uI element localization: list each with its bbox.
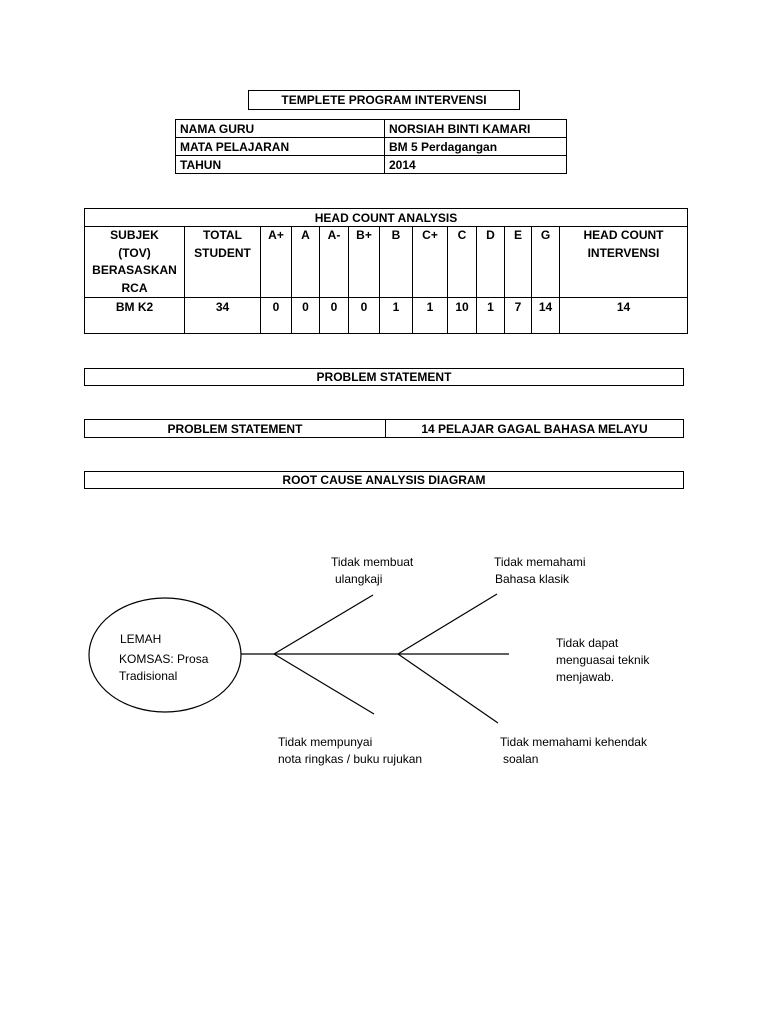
col-header-grade: B — [380, 227, 413, 298]
cause-mid-right-line: menjawab. — [556, 670, 615, 684]
col-header-line: (TOV) — [118, 245, 151, 260]
cause-bottom-left-line: Tidak mempunyai — [278, 735, 373, 749]
cause-bottom-right-line: soalan — [503, 752, 539, 766]
bone-bottom-left — [274, 654, 374, 714]
info-row-year — [176, 156, 567, 174]
col-header-grade: D — [477, 227, 505, 298]
cell-grade: 1 — [413, 298, 448, 334]
cause-top-left-line: Tidak membuat — [331, 555, 414, 569]
bone-top-left — [274, 595, 373, 654]
col-header-line: INTERVENSI — [587, 245, 660, 260]
problem-statement-row — [84, 419, 684, 438]
problem-statement-label: PROBLEM STATEMENT — [85, 420, 386, 437]
cell-grade: 7 — [505, 298, 532, 334]
col-header-line: RCA — [121, 280, 148, 295]
col-header-grade: A — [292, 227, 320, 298]
cell-grade: 0 — [261, 298, 292, 334]
cell-total: 34 — [185, 298, 261, 334]
cause-top-right-line: Tidak memahami — [494, 555, 586, 569]
col-header-line: SUBJEK — [110, 228, 159, 242]
head-count-table — [84, 208, 688, 334]
cause-bottom-right-line: Tidak memahami kehendak — [500, 735, 647, 749]
info-label: TAHUN — [176, 156, 385, 174]
col-header-line: STUDENT — [194, 245, 251, 260]
problem-statement-banner: PROBLEM STATEMENT — [84, 368, 684, 386]
cause-bottom-left-line: nota ringkas / buku rujukan — [278, 752, 423, 766]
info-value: 2014 — [385, 156, 567, 174]
info-label: MATA PELAJARAN — [176, 138, 385, 156]
cell-grade: 14 — [532, 298, 560, 334]
problem-statement-value: 14 PELAJAR GAGAL BAHASA MELAYU — [421, 421, 648, 436]
cell-grade: 10 — [448, 298, 477, 334]
cell-grade: 0 — [320, 298, 349, 334]
col-header-grade: C+ — [413, 227, 448, 298]
table-row — [85, 298, 688, 334]
rca-banner: ROOT CAUSE ANALYSIS DIAGRAM — [84, 471, 684, 489]
col-header-total — [185, 227, 261, 298]
info-row-subject — [176, 138, 567, 156]
bone-bottom-right — [398, 654, 498, 723]
cell-grade: 0 — [292, 298, 320, 334]
col-header-grade: A- — [320, 227, 349, 298]
col-header-intervensi — [560, 227, 688, 298]
cell-subjek: BM K2 — [85, 298, 185, 334]
info-label: NAMA GURU — [176, 120, 385, 138]
info-value: BM 5 Perdagangan — [385, 138, 567, 156]
info-value: NORSIAH BINTI KAMARI — [385, 120, 567, 138]
cause-top-right-line: Bahasa klasik — [495, 572, 570, 586]
problem-head-line: Tradisional — [119, 669, 178, 683]
document-title: TEMPLETE PROGRAM INTERVENSI — [248, 90, 520, 110]
problem-head-line: LEMAH — [120, 632, 162, 646]
cause-top-left-line: ulangkaji — [335, 572, 383, 586]
col-header-grade: B+ — [349, 227, 380, 298]
cause-mid-right-line: Tidak dapat — [556, 636, 619, 650]
col-header-grade: G — [532, 227, 560, 298]
col-header-line: HEAD COUNT — [583, 228, 664, 242]
fishbone-diagram — [0, 540, 768, 780]
col-header-line: BERASASKAN — [92, 263, 177, 277]
teacher-info-table — [175, 119, 567, 174]
cell-grade: 1 — [477, 298, 505, 334]
cell-grade: 1 — [380, 298, 413, 334]
col-header-grade: E — [505, 227, 532, 298]
col-header-subjek — [85, 227, 185, 298]
info-row-teacher — [176, 120, 567, 138]
col-header-line: TOTAL — [203, 228, 242, 242]
col-header-grade: C — [448, 227, 477, 298]
problem-head-line: KOMSAS: Prosa — [119, 652, 209, 666]
cause-mid-right-line: menguasai teknik — [556, 653, 650, 667]
cell-intervensi: 14 — [560, 298, 688, 334]
col-header-grade: A+ — [261, 227, 292, 298]
cell-grade: 0 — [349, 298, 380, 334]
head-count-title: HEAD COUNT ANALYSIS — [85, 209, 688, 227]
bone-top-right — [398, 594, 497, 654]
